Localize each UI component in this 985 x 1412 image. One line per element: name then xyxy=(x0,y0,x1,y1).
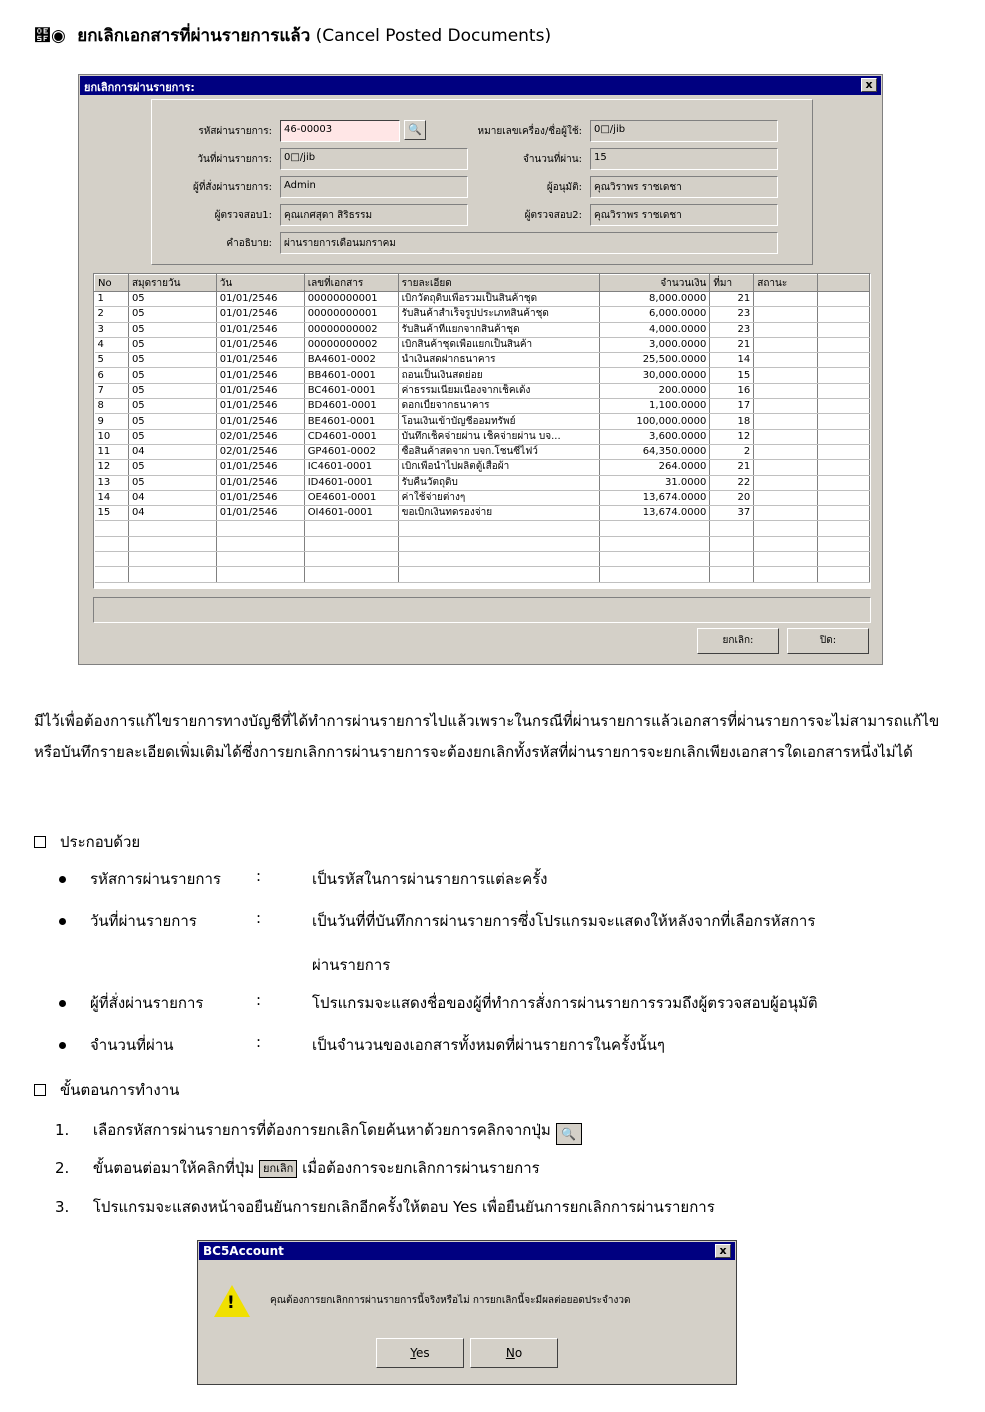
table-row[interactable] xyxy=(95,521,870,536)
table-row[interactable] xyxy=(95,460,870,475)
table-cell: รับคืนวัตถุดิบ xyxy=(398,475,600,490)
table-cell: 01/01/2546 xyxy=(216,292,304,307)
table-cell xyxy=(818,307,870,322)
machine-label: หมายเลขเครื่อง/ชื่อผู้ใช้: xyxy=(477,126,582,137)
no-accel: N xyxy=(505,1346,515,1360)
table-cell: 5 xyxy=(95,353,129,368)
dialog-title: BC5Account xyxy=(203,1244,284,1258)
table-row[interactable] xyxy=(95,399,870,414)
step-3-number: 3. xyxy=(55,1198,70,1216)
table-cell xyxy=(95,552,129,567)
item-colon: : xyxy=(256,991,262,1009)
item-colon: : xyxy=(256,1033,262,1051)
table-cell xyxy=(398,567,600,582)
section-components xyxy=(34,830,140,854)
table-cell xyxy=(216,521,304,536)
table-cell: 01/01/2546 xyxy=(216,337,304,352)
grid-header-cell[interactable]: รายละเอียด xyxy=(398,275,600,292)
item-desc-continued: ผ่านรายการ xyxy=(312,956,391,974)
table-cell xyxy=(818,536,870,551)
table-row[interactable] xyxy=(95,292,870,307)
table-cell: 25,500.0000 xyxy=(600,353,710,368)
table-cell xyxy=(216,552,304,567)
table-cell xyxy=(818,322,870,337)
table-cell xyxy=(754,368,818,383)
dialog-message: คุณต้องการยกเลิกการผ่านรายการนี้จริงหรือไม่ การยกเลิกนี้จะมีผลต่อยอดประจำงวด xyxy=(270,1295,631,1306)
table-cell: BD4601-0001 xyxy=(304,399,398,414)
table-cell xyxy=(600,536,710,551)
table-cell: 11 xyxy=(95,444,129,459)
table-cell: บันทึกเช็คจ่ายผ่าน เช็คจ่ายผ่าน บจ... xyxy=(398,429,600,444)
count-label: จำนวนที่ผ่าน: xyxy=(522,154,582,165)
dialog-close-button[interactable]: x xyxy=(715,1244,731,1258)
table-cell: รับสินค้าที่แยกจากสินค้าชุด xyxy=(398,322,600,337)
table-cell: 64,350.0000 xyxy=(600,444,710,459)
table-cell xyxy=(818,368,870,383)
item-desc: เป็นรหัสในการผ่านรายการแต่ละครั้ง xyxy=(312,870,548,888)
window-title: ยกเลิกการผ่านรายการ: xyxy=(84,81,195,94)
table-cell: 05 xyxy=(128,307,216,322)
table-cell xyxy=(818,383,870,398)
page-heading xyxy=(34,22,551,49)
table-cell: 02/01/2546 xyxy=(216,444,304,459)
item-term: ผู้ที่สั่งผ่านรายการ xyxy=(90,994,204,1012)
table-cell xyxy=(818,337,870,352)
table-cell xyxy=(754,337,818,352)
bullet-dot-icon xyxy=(59,918,66,925)
table-cell: 04 xyxy=(128,490,216,505)
date-label: วันที่ผ่านรายการ: xyxy=(197,154,272,165)
table-cell: BA4601-0002 xyxy=(304,353,398,368)
table-cell xyxy=(754,506,818,521)
item-term: วันที่ผ่านรายการ xyxy=(90,912,197,930)
table-row[interactable] xyxy=(95,429,870,444)
table-cell xyxy=(818,521,870,536)
yes-button[interactable] xyxy=(376,1338,464,1368)
table-cell: เบิกเพื่อนำไปผลิตตู้เสื้อผ้า xyxy=(398,460,600,475)
table-cell xyxy=(710,536,754,551)
table-cell: 05 xyxy=(128,322,216,337)
table-cell xyxy=(754,292,818,307)
table-cell xyxy=(600,552,710,567)
table-cell: 01/01/2546 xyxy=(216,414,304,429)
table-cell: 22 xyxy=(710,475,754,490)
bullet-icon: ๟◉ xyxy=(34,26,66,46)
table-cell xyxy=(398,521,600,536)
table-cell xyxy=(818,506,870,521)
step-2-number: 2. xyxy=(55,1159,70,1177)
table-cell xyxy=(818,292,870,307)
table-cell xyxy=(710,567,754,582)
table-cell xyxy=(95,536,129,551)
table-cell: 21 xyxy=(710,337,754,352)
table-cell: 05 xyxy=(128,429,216,444)
table-cell xyxy=(398,552,600,567)
grid-header-cell[interactable]: สถานะ xyxy=(754,275,818,292)
status-bar xyxy=(93,597,871,623)
table-cell: 05 xyxy=(128,383,216,398)
section-steps-label: ขั้นตอนการทำงาน xyxy=(60,1081,180,1099)
table-cell: 9 xyxy=(95,414,129,429)
step-2 xyxy=(55,1156,540,1180)
table-cell: 14 xyxy=(710,353,754,368)
table-cell: 264.0000 xyxy=(600,460,710,475)
table-cell: เบิกสินค้าชุดเพื่อแยกเป็นสินค้า xyxy=(398,337,600,352)
table-cell xyxy=(818,353,870,368)
grid-header-cell[interactable]: No xyxy=(95,275,129,292)
auditor1-field: คุณเกศสุดา สิริธรรม xyxy=(280,204,468,226)
search-lookup-icon[interactable]: 🔍 xyxy=(404,120,426,140)
table-cell: 05 xyxy=(128,353,216,368)
table-cell: 05 xyxy=(128,475,216,490)
table-cell xyxy=(128,552,216,567)
table-cell: 30,000.0000 xyxy=(600,368,710,383)
table-cell: 23 xyxy=(710,322,754,337)
table-cell xyxy=(818,552,870,567)
step-1-number: 1. xyxy=(55,1121,70,1139)
window-titlebar xyxy=(80,76,881,95)
count-field: 15 xyxy=(590,148,778,170)
table-cell: 23 xyxy=(710,307,754,322)
item-colon: : xyxy=(256,867,262,885)
table-cell xyxy=(128,536,216,551)
table-cell xyxy=(600,521,710,536)
table-row[interactable] xyxy=(95,383,870,398)
table-cell: IC4601-0001 xyxy=(304,460,398,475)
table-cell xyxy=(95,567,129,582)
table-cell: ค่าธรรมเนียมเนื่องจากเช็คเด้ง xyxy=(398,383,600,398)
cancel-posting-window xyxy=(78,74,883,665)
table-cell xyxy=(600,567,710,582)
table-cell: 7 xyxy=(95,383,129,398)
item-desc: เป็นจำนวนของเอกสารทั้งหมดที่ผ่านรายการในครั้งนั้นๆ xyxy=(312,1036,665,1054)
table-cell: โอนเงินเข้าบัญชีออมทรัพย์ xyxy=(398,414,600,429)
table-cell xyxy=(818,399,870,414)
table-cell: 13,674.0000 xyxy=(600,506,710,521)
table-cell xyxy=(216,567,304,582)
table-cell: 8 xyxy=(95,399,129,414)
table-cell: 01/01/2546 xyxy=(216,383,304,398)
table-cell xyxy=(818,475,870,490)
table-cell: 02/01/2546 xyxy=(216,429,304,444)
table-row[interactable] xyxy=(95,414,870,429)
table-row[interactable] xyxy=(95,475,870,490)
table-cell xyxy=(754,521,818,536)
table-cell: 01/01/2546 xyxy=(216,506,304,521)
section-steps xyxy=(34,1078,179,1102)
orderer-label: ผู้ที่สั่งผ่านรายการ: xyxy=(192,182,272,193)
table-cell: 01/01/2546 xyxy=(216,368,304,383)
date-field: 0□/jib xyxy=(280,148,468,170)
checkbox-bullet-icon xyxy=(34,836,46,848)
table-cell: ค่าใช้จ่ายต่างๆ xyxy=(398,490,600,505)
table-cell: 2 xyxy=(710,444,754,459)
table-cell: 2 xyxy=(95,307,129,322)
table-cell: เบิกวัตถุดิบเพื่อรวมเป็นสินค้าชุด xyxy=(398,292,600,307)
table-cell: 4,000.0000 xyxy=(600,322,710,337)
table-cell: 01/01/2546 xyxy=(216,490,304,505)
table-row[interactable] xyxy=(95,307,870,322)
table-cell xyxy=(754,444,818,459)
grid-header-cell[interactable]: ที่มา xyxy=(710,275,754,292)
table-cell: 00000000001 xyxy=(304,292,398,307)
table-cell xyxy=(754,353,818,368)
table-cell: 100,000.0000 xyxy=(600,414,710,429)
table-cell: 200.0000 xyxy=(600,383,710,398)
step-3-text: โปรแกรมจะแสดงหน้าจอยืนยันการยกเลิกอีกครั้งให้ตอบ Yes เพื่อยืนยันการยกเลิกการผ่านรายการ xyxy=(92,1198,715,1216)
table-row[interactable] xyxy=(95,567,870,582)
table-cell: GP4601-0002 xyxy=(304,444,398,459)
table-cell: 01/01/2546 xyxy=(216,307,304,322)
table-cell xyxy=(818,414,870,429)
table-row[interactable] xyxy=(95,506,870,521)
table-cell xyxy=(754,490,818,505)
table-cell xyxy=(754,322,818,337)
bullet-dot-icon xyxy=(59,1042,66,1049)
confirm-dialog xyxy=(197,1240,737,1385)
table-row[interactable] xyxy=(95,444,870,459)
table-cell: 01/01/2546 xyxy=(216,322,304,337)
table-cell xyxy=(754,414,818,429)
auditor2-field: คุณวิราพร ราชเดชา xyxy=(590,204,778,226)
yes-accel: Y xyxy=(410,1346,417,1360)
table-cell: OI4601-0001 xyxy=(304,506,398,521)
table-cell: 15 xyxy=(95,506,129,521)
table-cell: BE4601-0001 xyxy=(304,414,398,429)
table-cell: 4 xyxy=(95,337,129,352)
grid-header-cell[interactable]: จำนวนเงิน xyxy=(600,275,710,292)
grid-header-cell[interactable]: สมุดรายวัน xyxy=(128,275,216,292)
table-cell xyxy=(216,536,304,551)
table-cell xyxy=(754,307,818,322)
item-desc: โปรแกรมจะแสดงชื่อของผู้ที่ทำการสั่งการผ่านรายการรวมถึงผู้ตรวจสอบผู้อนุมัติ xyxy=(312,994,818,1012)
table-cell: ดอกเบี้ยจากธนาคาร xyxy=(398,399,600,414)
table-cell: 15 xyxy=(710,368,754,383)
machine-field: 0□/jib xyxy=(590,120,778,142)
table-cell: 3 xyxy=(95,322,129,337)
table-cell xyxy=(128,521,216,536)
no-button[interactable] xyxy=(470,1338,558,1368)
table-cell: 13,674.0000 xyxy=(600,490,710,505)
table-cell xyxy=(304,567,398,582)
table-row[interactable] xyxy=(95,490,870,505)
table-cell: ID4601-0001 xyxy=(304,475,398,490)
item-colon: : xyxy=(256,909,262,927)
table-cell xyxy=(754,552,818,567)
table-cell xyxy=(710,521,754,536)
search-lookup-icon: 🔍 xyxy=(556,1123,582,1145)
table-cell: 31.0000 xyxy=(600,475,710,490)
table-cell: 37 xyxy=(710,506,754,521)
table-cell xyxy=(304,521,398,536)
auditor1-label: ผู้ตรวจสอบ1: xyxy=(214,210,272,221)
table-cell xyxy=(754,383,818,398)
step-2-text-a: ขั้นตอนต่อมาให้คลิกที่ปุ่ม xyxy=(92,1159,255,1177)
table-cell: รับสินค้าสำเร็จรูปประเภทสินค้าชุด xyxy=(398,307,600,322)
close-button[interactable]: ปิด: xyxy=(787,628,869,654)
heading-title-th: ยกเลิกเอกสารที่ผ่านรายการแล้ว xyxy=(77,26,311,46)
item-term: รหัสการผ่านรายการ xyxy=(90,870,221,888)
table-cell: 05 xyxy=(128,368,216,383)
step-1 xyxy=(55,1118,582,1145)
table-cell: 1,100.0000 xyxy=(600,399,710,414)
table-cell: 00000000002 xyxy=(304,337,398,352)
table-cell: 10 xyxy=(95,429,129,444)
table-cell: 12 xyxy=(710,429,754,444)
item-desc: เป็นวันที่ที่บันทึกการผ่านรายการซึ่งโปรแกรมจะแสดงให้หลังจากที่เลือกรหัสการ xyxy=(312,912,816,930)
checkbox-bullet-icon xyxy=(34,1084,46,1096)
bullet-dot-icon xyxy=(59,876,66,883)
table-cell: นำเงินสดฝากธนาคาร xyxy=(398,353,600,368)
table-cell xyxy=(754,536,818,551)
table-cell: 18 xyxy=(710,414,754,429)
table-row[interactable] xyxy=(95,552,870,567)
step-2-text-b: เมื่อต้องการจะยกเลิกการผ่านรายการ xyxy=(302,1159,540,1177)
approver-label: ผู้อนุมัติ: xyxy=(546,182,582,193)
heading-title-en: (Cancel Posted Documents) xyxy=(315,26,552,46)
table-cell: 6,000.0000 xyxy=(600,307,710,322)
cancel-posting-button[interactable]: ยกเลิก: xyxy=(697,628,779,654)
table-cell: 01/01/2546 xyxy=(216,353,304,368)
table-cell: 1 xyxy=(95,292,129,307)
table-cell xyxy=(754,475,818,490)
table-cell: OE4601-0001 xyxy=(304,490,398,505)
posted-documents-grid[interactable] xyxy=(93,273,871,589)
table-cell xyxy=(710,552,754,567)
table-cell: 00000000002 xyxy=(304,322,398,337)
table-cell: 13 xyxy=(95,475,129,490)
approver-field: คุณวิราพร ราชเดชา xyxy=(590,176,778,198)
table-cell: 6 xyxy=(95,368,129,383)
table-cell: 20 xyxy=(710,490,754,505)
table-cell: 04 xyxy=(128,506,216,521)
step-1-text: เลือกรหัสการผ่านรายการที่ต้องการยกเลิกโดยค้นหาด้วยการคลิกจากปุ่ม xyxy=(92,1121,551,1139)
table-row[interactable] xyxy=(95,337,870,352)
grid-header-cell[interactable]: เลขที่เอกสาร xyxy=(304,275,398,292)
table-cell: 3,600.0000 xyxy=(600,429,710,444)
table-cell: 05 xyxy=(128,337,216,352)
table-cell: CD4601-0001 xyxy=(304,429,398,444)
table-cell xyxy=(818,567,870,582)
table-row[interactable] xyxy=(95,353,870,368)
auditor2-label: ผู้ตรวจสอบ2: xyxy=(524,210,582,221)
warning-mark: ! xyxy=(227,1293,235,1313)
table-cell xyxy=(304,536,398,551)
table-cell: 21 xyxy=(710,460,754,475)
table-row[interactable] xyxy=(95,322,870,337)
table-cell xyxy=(398,536,600,551)
dialog-titlebar xyxy=(199,1242,735,1260)
desc-label: คำอธิบาย: xyxy=(226,238,272,249)
table-cell: 01/01/2546 xyxy=(216,399,304,414)
inline-cancel-button: ยกเลิก xyxy=(259,1160,297,1178)
grid-header-filler xyxy=(818,275,870,292)
table-cell: 8,000.0000 xyxy=(600,292,710,307)
table-row[interactable] xyxy=(95,368,870,383)
table-cell: 05 xyxy=(128,460,216,475)
grid-header-cell[interactable]: วัน xyxy=(216,275,304,292)
table-cell: 01/01/2546 xyxy=(216,460,304,475)
table-cell xyxy=(818,444,870,459)
table-cell: 05 xyxy=(128,414,216,429)
table-cell: 12 xyxy=(95,460,129,475)
table-cell xyxy=(304,552,398,567)
table-cell: 17 xyxy=(710,399,754,414)
orderer-field: Admin xyxy=(280,176,468,198)
table-cell: BB4601-0001 xyxy=(304,368,398,383)
table-cell: 14 xyxy=(95,490,129,505)
code-input[interactable]: 46-00003 xyxy=(280,120,400,142)
bullet-dot-icon xyxy=(59,1000,66,1007)
table-row[interactable] xyxy=(95,536,870,551)
table-cell xyxy=(754,567,818,582)
table-cell xyxy=(818,460,870,475)
table-cell: 05 xyxy=(128,399,216,414)
table-cell: 16 xyxy=(710,383,754,398)
table-cell xyxy=(128,567,216,582)
table-cell: ซื้อสินค้าสดจาก บจก.โชนซีไฟว์ xyxy=(398,444,600,459)
table-cell: 21 xyxy=(710,292,754,307)
table-cell xyxy=(754,460,818,475)
table-cell: ถอนเป็นเงินสดย่อย xyxy=(398,368,600,383)
table-cell xyxy=(95,521,129,536)
code-label: รหัสผ่านรายการ: xyxy=(198,126,272,137)
window-close-button[interactable]: x xyxy=(861,78,877,92)
desc-field: ผ่านรายการเดือนมกราคม xyxy=(280,232,778,254)
table-cell xyxy=(754,399,818,414)
table-cell: 01/01/2546 xyxy=(216,475,304,490)
table-cell: 00000000001 xyxy=(304,307,398,322)
table-cell: BC4601-0001 xyxy=(304,383,398,398)
table-cell xyxy=(754,429,818,444)
table-cell: 05 xyxy=(128,292,216,307)
yes-rest: es xyxy=(416,1346,430,1360)
table-cell xyxy=(818,490,870,505)
table-cell: 04 xyxy=(128,444,216,459)
table-cell: 3,000.0000 xyxy=(600,337,710,352)
no-rest: o xyxy=(514,1346,523,1360)
table-cell xyxy=(818,429,870,444)
step-3 xyxy=(55,1195,715,1219)
description-paragraph: มีไว้เพื่อต้องการแก้ไขรายการทางบัญชีที่ได้ทำการผ่านรายการไปแล้วเพราะในกรณีที่ผ่านรายการแล้วเอกสารที่ผ่านรายการจะไม่สามารถแก้ไขหรือบันทึกรายละเอียดเพิ่มเติมได้ซึ่งการยกเลิกการผ่านรายการจะต้องยกเลิกทั้งรหัสที่ผ่านรายการจะยกเลิกเพียงเอกสารใดเอกสารหนึ่งไม่ได้ xyxy=(34,712,940,761)
item-term: จำนวนที่ผ่าน xyxy=(90,1036,174,1054)
table-cell: ขอเบิกเงินทดรองจ่าย xyxy=(398,506,600,521)
section-components-label: ประกอบด้วย xyxy=(60,833,141,851)
header-panel xyxy=(151,99,813,265)
